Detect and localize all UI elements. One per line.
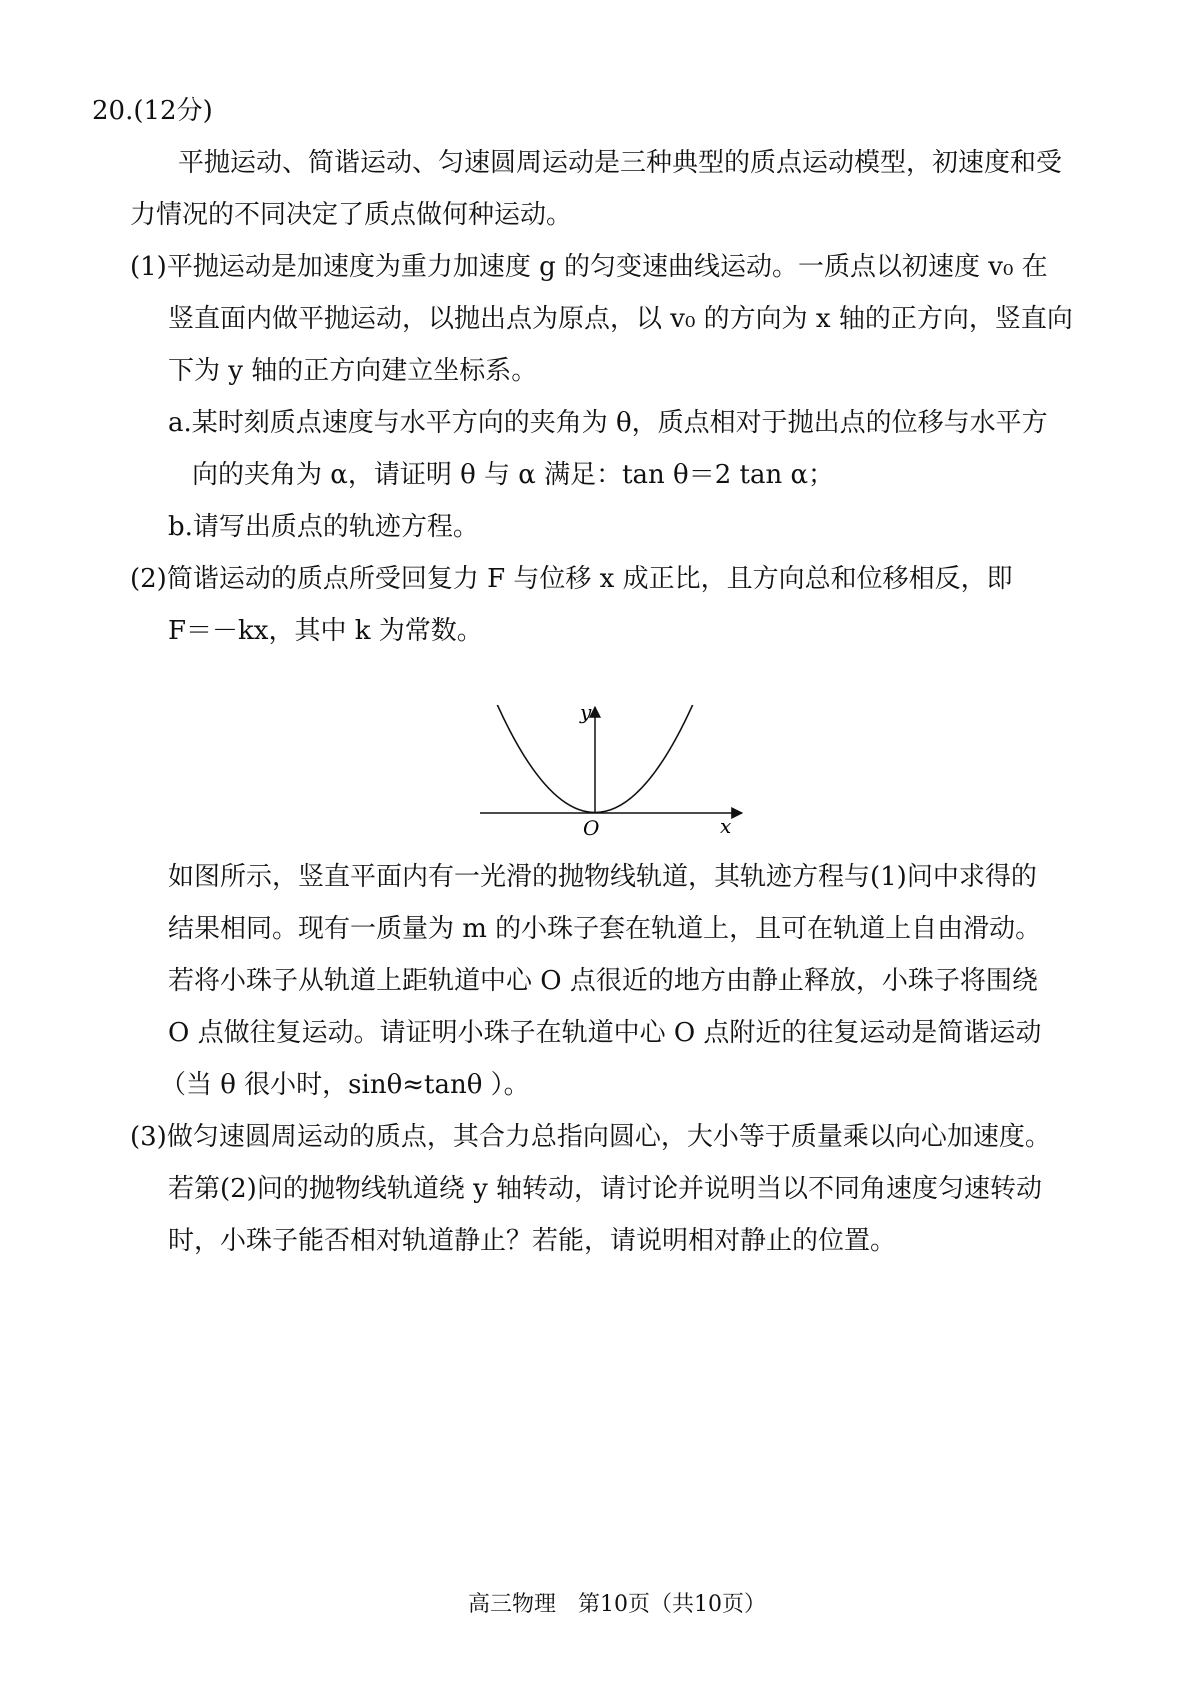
part1-b: b.请写出质点的轨迹方程。: [168, 512, 479, 542]
part2-after-line-4: O 点做往复运动。请证明小珠子在轨道中心 O 点附近的往复运动是简谐运动: [168, 1018, 1042, 1048]
part1-line-3: 下为 y 轴的正方向建立坐标系。: [168, 356, 538, 386]
x-axis-label: x: [720, 814, 732, 838]
intro-line-1: 平抛运动、简谐运动、匀速圆周运动是三种典型的质点运动模型，初速度和受: [178, 148, 1063, 178]
part3-line-1: (3)做匀速圆周运动的质点，其合力总指向圆心，大小等于质量乘以向心加速度。: [130, 1122, 1051, 1152]
part2-after-line-2: 结果相同。现有一质量为 m 的小珠子套在轨道上，且可在轨道上自由滑动。: [168, 914, 1042, 944]
part2-after-line-5: （当 θ 很小时，sinθ≈tanθ ）。: [160, 1070, 530, 1100]
intro-line-2: 力情况的不同决定了质点做何种运动。: [130, 200, 573, 230]
question-header: 20.(12分): [92, 96, 213, 126]
y-axis-label: y: [580, 705, 592, 724]
part2-after-line-1: 如图所示，竖直平面内有一光滑的抛物线轨道，其轨迹方程与(1)问中求得的: [168, 862, 1037, 892]
part2-line-1: (2)简谐运动的质点所受回复力 F 与位移 x 成正比，且方向总和位移相反，即: [130, 564, 1013, 594]
part3-line-3: 时，小珠子能否相对轨道静止？若能，请说明相对静止的位置。: [168, 1226, 897, 1256]
part1-line-1: (1)平抛运动是加速度为重力加速度 g 的匀变速曲线运动。一质点以初速度 v₀ 在: [130, 252, 1048, 282]
part3-line-2: 若第(2)问的抛物线轨道绕 y 轴转动，请讨论并说明当以不同角速度匀速转动: [168, 1174, 1043, 1204]
part1-line-2: 竖直面内做平抛运动，以抛出点为原点，以 v₀ 的方向为 x 轴的正方向，竖直向: [168, 304, 1073, 334]
origin-label: O: [583, 816, 600, 840]
parabola-curve: [480, 705, 715, 813]
part1-a-line-1: a.某时刻质点速度与水平方向的夹角为 θ，质点相对于抛出点的位移与水平方: [168, 408, 1048, 438]
part2-line-2: F＝－kx，其中 k 为常数。: [168, 616, 483, 646]
page-footer: 高三物理 第10页（共10页）: [468, 1592, 766, 1617]
part1-a-line-2: 向的夹角为 α，请证明 θ 与 α 满足：tan θ＝2 tan α；: [192, 460, 835, 490]
part2-after-line-3: 若将小珠子从轨道上距轨道中心 O 点很近的地方由静止释放，小珠子将围绕: [168, 966, 1038, 996]
